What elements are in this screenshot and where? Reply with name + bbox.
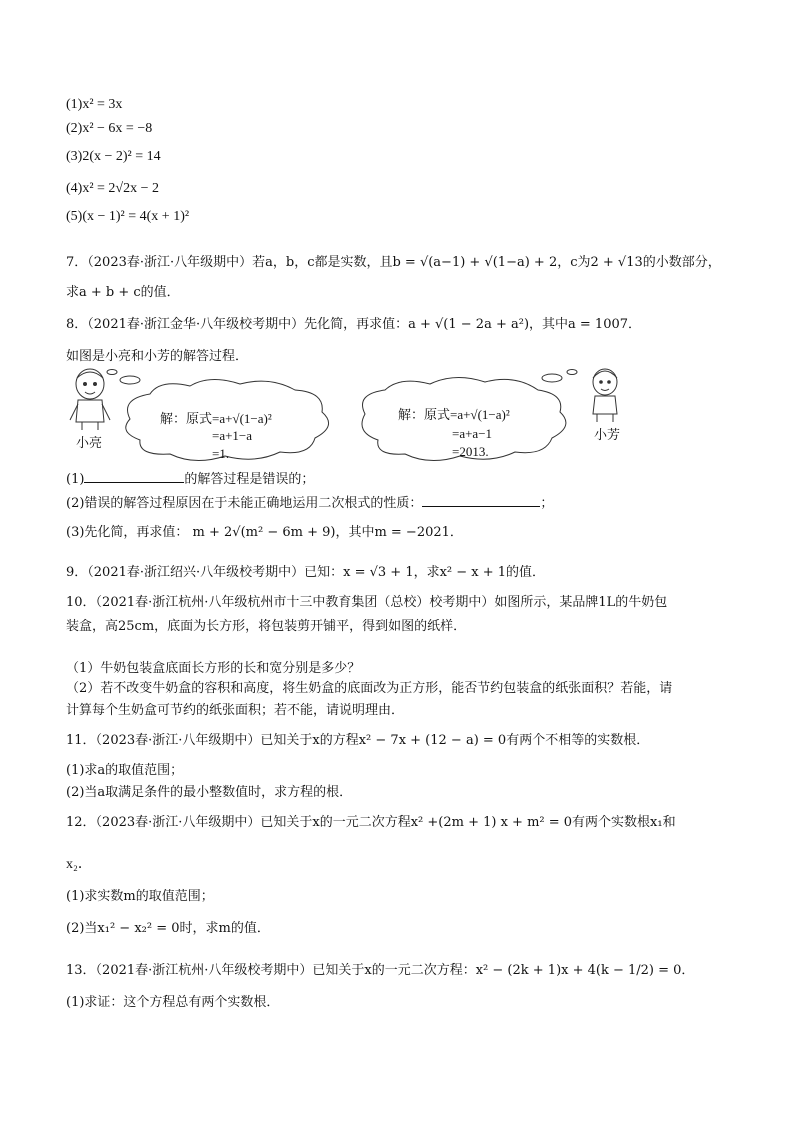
- right-solution-line-3: =2013.: [452, 444, 489, 459]
- q6-item-3: (3)2(x − 2)² = 14: [66, 149, 161, 164]
- q8-line-1: 8．（2021春·浙江金华·八年级校考期中）先化简，再求值：a + √(1 − 2a + a²)，其中a = 1007．: [66, 317, 642, 332]
- q10-sub-1: （1）牛奶包装盒底面长方形的长和宽分别是多少？: [66, 661, 361, 676]
- q12-sub-2: (2)当x₁² − x₂² = 0时，求m的值．: [66, 921, 270, 936]
- q8-sub-3: (3)先化简，再求值： m + 2√(m² − 6m + 9)，其中m = −2021．: [66, 525, 463, 540]
- q8-sub-1-prefix: (1): [66, 472, 85, 487]
- q6-item-4: (4)x² = 2√2x − 2: [66, 181, 159, 196]
- q10-line-2: 装盒，高25cm，底面为长方形，将包装剪开铺平，得到如图的纸样．: [66, 619, 467, 634]
- q6-item-5: (5)(x − 1)² = 4(x + 1)²: [66, 209, 190, 224]
- q8-blank-2[interactable]: [422, 494, 540, 507]
- q8-sub-2-text: (2)错误的解答过程原因在于未能正确地运用二次根式的性质：: [66, 496, 423, 511]
- q8-blank-1[interactable]: [84, 470, 184, 483]
- xiaofang-label: 小芳: [594, 428, 621, 443]
- q12-sub-1: (1)求实数m的取值范围；: [66, 889, 214, 904]
- solution-figure: [60, 364, 700, 474]
- q10-sub-2b: 计算每个生奶盒可节约的纸张面积；若不能，请说明理由．: [66, 703, 405, 718]
- q6-item-1: (1)x² = 3x: [66, 97, 123, 112]
- q12-line-2: x₂．: [66, 857, 92, 872]
- left-solution-line-2: =a+1−a: [212, 428, 253, 443]
- q11-line-1: 11．（2023春·浙江·八年级期中）已知关于x的方程x² − 7x + (12 − a) = 0有两个不相等的实数根．: [66, 733, 650, 748]
- q8-sub-2: [66, 494, 553, 513]
- left-solution-line-3: =1.: [212, 446, 230, 461]
- q13-sub-1: (1)求证：这个方程总有两个实数根．: [66, 995, 280, 1010]
- q8-sub-1-suffix: 的解答过程是错误的；: [184, 472, 315, 487]
- q7-line-1: 7．（2023春·浙江·八年级期中）若a，b，c都是实数，且b = √(a−1) + √(1−a) + 2，c为2 + √13的小数部分，: [66, 255, 721, 270]
- q10-line-1: 10．（2021春·浙江杭州·八年级杭州市十三中教育集团（总校）校考期中）如图所示，某品牌1L的牛奶包: [66, 595, 668, 610]
- xiaoliang-label: 小亮: [76, 436, 103, 451]
- q8-sub-1: [66, 470, 314, 489]
- boy-figure-icon: [70, 369, 110, 430]
- q10-sub-2a: （2）若不改变牛奶盒的容积和高度，将生奶盒的底面改为正方形，能否节约包装盒的纸张面积？若能，请: [66, 681, 673, 696]
- q11-sub-1: (1)求a的取值范围；: [66, 763, 184, 778]
- q11-sub-2: (2)当a取满足条件的最小整数值时，求方程的根．: [66, 785, 353, 800]
- q8-sub-2-end: ；: [540, 496, 554, 511]
- q12-line-1: 12．（2023春·浙江·八年级期中）已知关于x的一元二次方程x² +(2m + 1) x + m² = 0有两个实数根x₁和: [66, 815, 676, 830]
- left-solution-line-1: 解：原式=a+√(1−a)²: [160, 411, 272, 426]
- q13-line-1: 13．（2021春·浙江杭州·八年级校考期中）已知关于x的一元二次方程：x² − (2k + 1)x + 4(k − 1/2) = 0．: [66, 963, 695, 978]
- right-solution-line-1: 解：原式=a+√(1−a)²: [398, 407, 510, 422]
- q9-line: 9．（2021春·浙江绍兴·八年级校考期中）已知：x = √3 + 1，求x² − x + 1的值．: [66, 565, 546, 580]
- right-solution-line-2: =a+a−1: [452, 426, 493, 441]
- q7-line-2: 求a + b + c的值．: [66, 285, 180, 300]
- q8-line-2: 如图是小亮和小芳的解答过程．: [66, 349, 249, 364]
- girl-figure-icon: [593, 369, 617, 422]
- q6-item-2: (2)x² − 6x = −8: [66, 121, 153, 136]
